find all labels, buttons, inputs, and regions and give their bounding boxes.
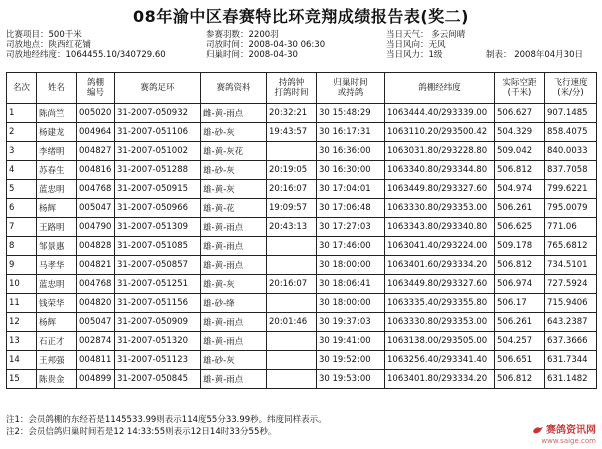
cell-clock-time [267, 351, 317, 370]
note-1: 注1：会员鸽棚的东经若是1145533.99则表示114度55分33.99秒。纬度同样表示。 [6, 415, 327, 425]
cell-loft-coords: 1063335.40/293355.80 [385, 294, 495, 313]
cell-speed: 765.6812 [545, 237, 597, 256]
cell-arrival-time: 30 19:41:00 [317, 332, 385, 351]
cell-rank: 4 [7, 161, 37, 180]
cell-distance: 506.812 [495, 370, 545, 389]
cell-bird-info: 雄-砂-灰 [201, 351, 267, 370]
cell-distance: 506.974 [495, 275, 545, 294]
cell-bird-info: 雄-黄-雨点 [201, 370, 267, 389]
cell-ring-number: 31-2007-051320 [115, 332, 201, 351]
cell-clock-time: 19:09:57 [267, 199, 317, 218]
table-row [7, 275, 597, 294]
cell-distance: 506.812 [495, 161, 545, 180]
watermark [532, 425, 596, 447]
watermark-brand-line [532, 425, 596, 436]
table-row [7, 332, 597, 351]
col-header-speed: 飞行速度 (米/分) [545, 73, 597, 104]
table-row [7, 370, 597, 389]
cell-loft-id: 004820 [77, 294, 115, 313]
cell-rank: 14 [7, 351, 37, 370]
cell-distance: 504.257 [495, 332, 545, 351]
maker-line [486, 50, 583, 60]
cell-loft-coords: 1063138.00/293505.00 [385, 332, 495, 351]
cell-ring-number: 31-2007-051156 [115, 294, 201, 313]
results-table [6, 72, 597, 389]
cell-loft-id: 005047 [77, 199, 115, 218]
cell-clock-time: 20:01:46 [267, 313, 317, 332]
cell-name: 王邦强 [37, 351, 77, 370]
table-row [7, 123, 597, 142]
cell-name: 苏春生 [37, 161, 77, 180]
cell-distance: 506.627 [495, 104, 545, 123]
weather: 当日天气： 多云间晴 [386, 30, 466, 40]
cell-name: 石正才 [37, 332, 77, 351]
cell-bird-info: 雄-黄-灰花 [201, 142, 267, 161]
cell-name: 马孝华 [37, 256, 77, 275]
cell-name: 杨建龙 [37, 123, 77, 142]
pigeon-logo-icon [532, 425, 544, 435]
cell-arrival-time: 30 16:17:31 [317, 123, 385, 142]
note-2: 注2：会员信鸽归巢时间若是12 14:33:55则表示12日14时33分55秒。 [6, 427, 277, 437]
cell-loft-id: 005047 [77, 313, 115, 332]
cell-loft-coords: 1063031.80/293228.80 [385, 142, 495, 161]
cell-loft-id: 004821 [77, 256, 115, 275]
cell-arrival-time: 30 17:06:48 [317, 199, 385, 218]
cell-clock-time [267, 142, 317, 161]
cell-speed: 840.0033 [545, 142, 597, 161]
cell-distance: 506.625 [495, 218, 545, 237]
cell-ring-number: 31-2007-050915 [115, 180, 201, 199]
cell-loft-coords: 1063449.80/293327.60 [385, 275, 495, 294]
cell-rank: 12 [7, 313, 37, 332]
col-header-arrival-time: 归巢时间 或持鸽 [317, 73, 385, 104]
cell-bird-info: 雄-黄-雨点 [201, 218, 267, 237]
cell-speed: 734.5101 [545, 256, 597, 275]
cell-loft-id: 004816 [77, 161, 115, 180]
cell-rank: 15 [7, 370, 37, 389]
cell-rank: 3 [7, 142, 37, 161]
info-col-times [206, 30, 325, 60]
cell-bird-info: 雄-黄-雨点 [201, 256, 267, 275]
cell-clock-time [267, 370, 317, 389]
cell-rank: 5 [7, 180, 37, 199]
cell-distance: 504.329 [495, 123, 545, 142]
cell-clock-time [267, 237, 317, 256]
cell-speed: 837.7058 [545, 161, 597, 180]
table-body [7, 104, 597, 389]
cell-ring-number: 31-2007-051251 [115, 275, 201, 294]
cell-name: 陈尚竺 [37, 104, 77, 123]
cell-speed: 643.2387 [545, 313, 597, 332]
col-header-loft-id: 鸽棚 编号 [77, 73, 115, 104]
cell-loft-coords: 1063340.80/293344.80 [385, 161, 495, 180]
cell-arrival-time: 30 19:37:03 [317, 313, 385, 332]
cell-rank: 6 [7, 199, 37, 218]
cell-distance: 509.042 [495, 142, 545, 161]
table-row [7, 313, 597, 332]
col-header-loft-coords: 鸽棚经纬度 [385, 73, 495, 104]
watermark-brand: 赛鸽资讯网 [546, 425, 596, 436]
cell-name: 钱荣华 [37, 294, 77, 313]
return-time: 归巢时间：2008-04-30 [206, 50, 298, 60]
cell-speed: 637.3666 [545, 332, 597, 351]
cell-bird-info: 雄-砂-绛 [201, 294, 267, 313]
cell-loft-coords: 1063330.80/293353.00 [385, 313, 495, 332]
cell-speed: 858.4075 [545, 123, 597, 142]
report-title: 08年渝中区春赛特比环竞翔成绩报告表(奖二) [133, 7, 469, 26]
col-header-ring-number: 赛鸽足环 [115, 73, 201, 104]
cell-rank: 10 [7, 275, 37, 294]
cell-arrival-time: 30 17:27:03 [317, 218, 385, 237]
cell-speed: 799.6221 [545, 180, 597, 199]
table-header-row [7, 73, 597, 104]
cell-distance: 506.261 [495, 313, 545, 332]
cell-clock-time: 19:43:57 [267, 123, 317, 142]
wind-force: 当日风力：1级 [386, 50, 443, 60]
cell-clock-time [267, 332, 317, 351]
cell-loft-id: 004827 [77, 142, 115, 161]
cell-clock-time [267, 294, 317, 313]
cell-clock-time: 20:19:05 [267, 161, 317, 180]
col-header-distance: 实际空距 (千米) [495, 73, 545, 104]
cell-rank: 8 [7, 237, 37, 256]
cell-loft-coords: 1063041.40/293224.00 [385, 237, 495, 256]
cell-ring-number: 31-2007-051085 [115, 237, 201, 256]
cell-name: 杨辉 [37, 199, 77, 218]
cell-name: 蓝忠明 [37, 275, 77, 294]
cell-clock-time: 20:16:07 [267, 275, 317, 294]
cell-name: 陈贵金 [37, 370, 77, 389]
cell-bird-info: 雄-黄-雨点 [201, 332, 267, 351]
cell-rank: 13 [7, 332, 37, 351]
cell-arrival-time: 30 18:06:41 [317, 275, 385, 294]
table-row [7, 218, 597, 237]
table-row [7, 294, 597, 313]
cell-bird-info: 雄-黄-花 [201, 199, 267, 218]
cell-arrival-time: 30 18:00:00 [317, 294, 385, 313]
cell-bird-info: 雄-砂-灰 [201, 161, 267, 180]
table-row [7, 351, 597, 370]
cell-speed: 907.1485 [545, 104, 597, 123]
cell-arrival-time: 30 16:36:00 [317, 142, 385, 161]
cell-rank: 1 [7, 104, 37, 123]
release-coords: 司放地经纬度：1064455.10/340729.60 [6, 50, 166, 60]
cell-loft-id: 004899 [77, 370, 115, 389]
cell-rank: 11 [7, 294, 37, 313]
table-row [7, 161, 597, 180]
race-item: 比赛项目：500千米 [6, 30, 82, 40]
cell-loft-id: 005020 [77, 104, 115, 123]
cell-distance: 506.812 [495, 256, 545, 275]
cell-arrival-time: 30 19:52:00 [317, 351, 385, 370]
table-row [7, 104, 597, 123]
cell-loft-coords: 1063256.40/293341.40 [385, 351, 495, 370]
cell-arrival-time: 30 19:53:00 [317, 370, 385, 389]
cell-ring-number: 31-2007-051123 [115, 351, 201, 370]
cell-ring-number: 31-2007-050845 [115, 370, 201, 389]
table-row [7, 180, 597, 199]
table-row [7, 142, 597, 161]
info-col-weather [386, 30, 465, 60]
release-time: 司放时间：2008-04-30 06:30 [206, 40, 326, 50]
cell-name: 邹景惠 [37, 237, 77, 256]
wind-direction: 当日风向：无风 [386, 40, 446, 50]
cell-speed: 771.06 [545, 218, 597, 237]
cell-loft-coords: 1063343.80/293340.80 [385, 218, 495, 237]
cell-loft-id: 004828 [77, 237, 115, 256]
col-header-bird-info: 赛鸽资料 [201, 73, 267, 104]
cell-speed: 715.9406 [545, 294, 597, 313]
cell-loft-id: 004964 [77, 123, 115, 142]
cell-ring-number: 31-2007-050857 [115, 256, 201, 275]
release-place: 司放地点：陕西红花铺 [6, 40, 92, 50]
cell-ring-number: 31-2007-051106 [115, 123, 201, 142]
cell-clock-time: 20:16:07 [267, 180, 317, 199]
cell-loft-coords: 1063449.80/293327.60 [385, 180, 495, 199]
col-header-name: 姓名 [37, 73, 77, 104]
cell-loft-coords: 1063401.60/293334.20 [385, 256, 495, 275]
made-date: 2008年04月30日 [514, 50, 583, 60]
table-row [7, 199, 597, 218]
cell-speed: 631.1482 [545, 370, 597, 389]
cell-speed: 631.7344 [545, 351, 597, 370]
cell-ring-number: 31-2007-050966 [115, 199, 201, 218]
cell-distance: 509.178 [495, 237, 545, 256]
notes-block [6, 414, 327, 438]
col-header-rank: 名次 [7, 73, 37, 104]
cell-bird-info: 雄-黄-雨点 [201, 313, 267, 332]
cell-loft-coords: 1063401.80/293334.20 [385, 370, 495, 389]
cell-distance: 506.261 [495, 199, 545, 218]
cell-rank: 9 [7, 256, 37, 275]
cell-name: 蓝忠明 [37, 180, 77, 199]
cell-clock-time [267, 256, 317, 275]
cell-ring-number: 31-2007-051002 [115, 142, 201, 161]
info-col-maker [486, 50, 583, 60]
cell-name: 杨辉 [37, 313, 77, 332]
cell-arrival-time: 30 18:00:00 [317, 256, 385, 275]
cell-arrival-time: 30 16:30:00 [317, 161, 385, 180]
cell-name: 王路明 [37, 218, 77, 237]
cell-loft-coords: 1063444.40/293339.00 [385, 104, 495, 123]
cell-loft-id: 004768 [77, 275, 115, 294]
cell-loft-id: 004811 [77, 351, 115, 370]
cell-arrival-time: 30 15:48:29 [317, 104, 385, 123]
cell-rank: 7 [7, 218, 37, 237]
cell-bird-info: 雌-黄-雨点 [201, 104, 267, 123]
cell-clock-time: 20:32:21 [267, 104, 317, 123]
cell-ring-number: 31-2007-051309 [115, 218, 201, 237]
entries-count: 参赛羽数：2200羽 [206, 30, 279, 40]
cell-loft-coords: 1063330.80/293353.00 [385, 199, 495, 218]
cell-ring-number: 31-2007-050909 [115, 313, 201, 332]
cell-distance: 506.17 [495, 294, 545, 313]
cell-bird-info: 雄-黄-雨点 [201, 237, 267, 256]
cell-ring-number: 31-2007-051288 [115, 161, 201, 180]
cell-loft-id: 004768 [77, 180, 115, 199]
col-header-clock-time: 持鸽钟 打鸽时间 [267, 73, 317, 104]
cell-arrival-time: 30 17:46:00 [317, 237, 385, 256]
cell-arrival-time: 30 17:04:01 [317, 180, 385, 199]
cell-clock-time: 20:43:13 [267, 218, 317, 237]
cell-distance: 506.651 [495, 351, 545, 370]
cell-loft-id: 004790 [77, 218, 115, 237]
race-info-block [6, 30, 598, 70]
cell-bird-info: 雄-黄-灰 [201, 180, 267, 199]
table-row [7, 237, 597, 256]
table-row [7, 256, 597, 275]
cell-loft-coords: 1063110.20/293500.42 [385, 123, 495, 142]
info-col-race [6, 30, 166, 60]
cell-bird-info: 雄-黄-灰 [201, 275, 267, 294]
cell-name: 李绪明 [37, 142, 77, 161]
made-by-label: 制表： [486, 50, 512, 60]
cell-speed: 727.5924 [545, 275, 597, 294]
cell-rank: 2 [7, 123, 37, 142]
cell-ring-number: 31-2007-050932 [115, 104, 201, 123]
cell-loft-id: 002874 [77, 332, 115, 351]
cell-speed: 795.0079 [545, 199, 597, 218]
watermark-url: www.saige.com [541, 437, 596, 445]
cell-distance: 504.974 [495, 180, 545, 199]
cell-bird-info: 雄-砂-灰 [201, 123, 267, 142]
